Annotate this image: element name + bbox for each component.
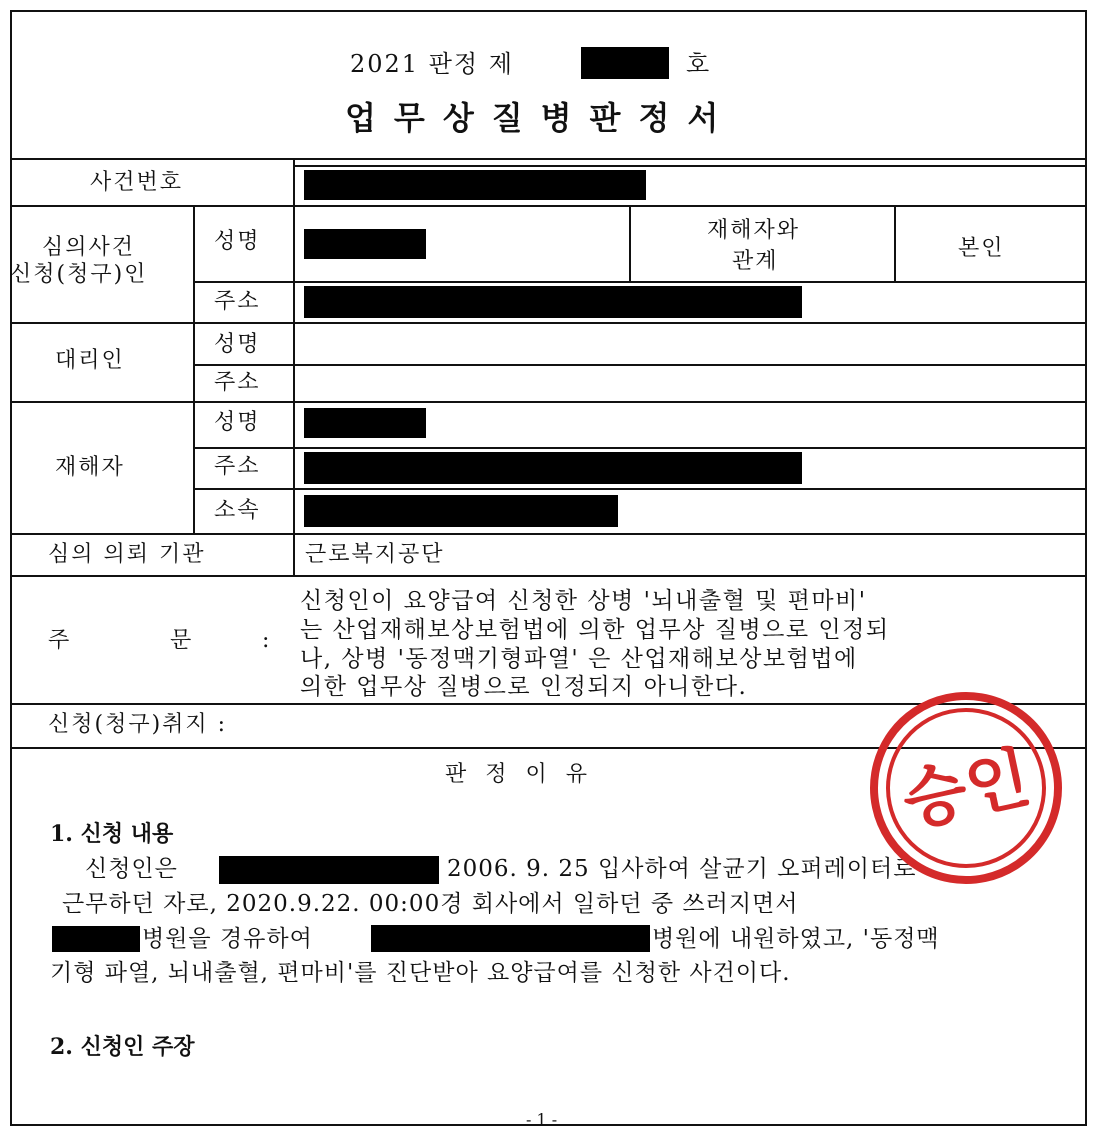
order-label-colon: : [262, 628, 272, 653]
decision-number-prefix: 2021 판정 제 [350, 50, 514, 78]
purpose-label: 신청(청구)취지 : [48, 712, 228, 737]
agent-label: 대리인 [55, 348, 125, 373]
relation-value: 본인 [958, 236, 1005, 261]
document-title: 업무상질병판정서 [345, 99, 737, 137]
svg-text:승인: 승인 [895, 738, 1037, 841]
redacted-victim-name [304, 408, 426, 438]
table-line [10, 205, 1087, 207]
requesting-agency-value: 근로복지공단 [305, 542, 445, 567]
section1-line4: 기형 파열, 뇌내출혈, 편마비'를 진단받아 요양급여를 신청한 사건이다. [50, 960, 791, 986]
victim-label: 재해자 [55, 455, 125, 480]
section1-line1-suffix: 2006. 9. 25 입사하여 살균기 오퍼레이터로 [447, 856, 917, 882]
table-line [10, 533, 1087, 535]
order-line: 는 산업재해보상보험법에 의한 업무상 질병으로 인정되 [300, 617, 890, 643]
section1-line3-suffix: 병원에 내원하였고, '동정맥 [652, 926, 940, 952]
table-line [193, 488, 1087, 490]
agent-address-label: 주소 [214, 370, 261, 395]
table-line [10, 322, 1087, 324]
redacted-victim-address [304, 452, 802, 484]
relation-label-line2: 관계 [732, 249, 779, 274]
section1-line1-prefix: 신청인은 [85, 856, 178, 882]
order-line: 의한 업무상 질병으로 인정되지 아니한다. [300, 674, 748, 700]
section1-line2: 근무하던 자로, 2020.9.22. 00:00경 회사에서 일하던 중 쓰러지면서 [62, 891, 799, 917]
victim-affiliation-label: 소속 [214, 498, 261, 523]
section2-title: 2. 신청인 주장 [50, 1034, 195, 1060]
table-line [10, 158, 1087, 160]
redacted-decision-number [581, 47, 669, 79]
order-line: 나, 상병 '동정맥기형파열' 은 산업재해보상보험법에 [300, 646, 858, 672]
agent-name-label: 성명 [214, 332, 261, 357]
applicant-address-label: 주소 [214, 289, 261, 314]
approval-stamp-icon [850, 672, 1082, 904]
relation-label: 재해자와 [707, 218, 801, 243]
section1-title: 1. 신청 내용 [50, 821, 174, 847]
applicant-label: 심의사건 [42, 235, 136, 260]
table-line [10, 401, 1087, 403]
table-line [10, 575, 1087, 577]
order-label-1: 주 [48, 628, 72, 653]
applicant-label-line2: 신청(청구)인 [10, 262, 148, 287]
table-line [293, 165, 1087, 167]
reasons-heading: 판 정 이 유 [445, 762, 593, 787]
table-line [894, 205, 896, 282]
table-line [193, 322, 195, 402]
redacted-victim-affiliation [304, 495, 618, 527]
redacted-case-number [304, 170, 646, 200]
section1-line3-mid: 병원을 경유하여 [142, 926, 313, 952]
decision-number-suffix: 호 [686, 50, 712, 78]
page-number: - 1 - [526, 1110, 558, 1129]
victim-address-label: 주소 [214, 454, 261, 479]
redacted-hospital-1 [52, 926, 140, 952]
table-line [193, 401, 195, 534]
case-number-label: 사건번호 [90, 170, 184, 195]
redacted-company [219, 856, 439, 884]
requesting-agency-label: 심의 의뢰 기관 [48, 542, 206, 567]
order-label-2: 문 [170, 628, 194, 653]
redacted-applicant-address [304, 286, 802, 318]
redacted-applicant-name [304, 229, 426, 259]
redacted-hospital-2 [371, 925, 650, 952]
table-line [193, 364, 1087, 366]
table-line [293, 158, 295, 576]
table-line [629, 205, 631, 282]
table-line [193, 281, 1087, 283]
table-line [193, 205, 195, 322]
order-line: 신청인이 요양급여 신청한 상병 '뇌내출혈 및 편마비' [300, 588, 867, 614]
table-line [193, 447, 1087, 449]
applicant-name-label: 성명 [214, 229, 261, 254]
victim-name-label: 성명 [214, 410, 261, 435]
